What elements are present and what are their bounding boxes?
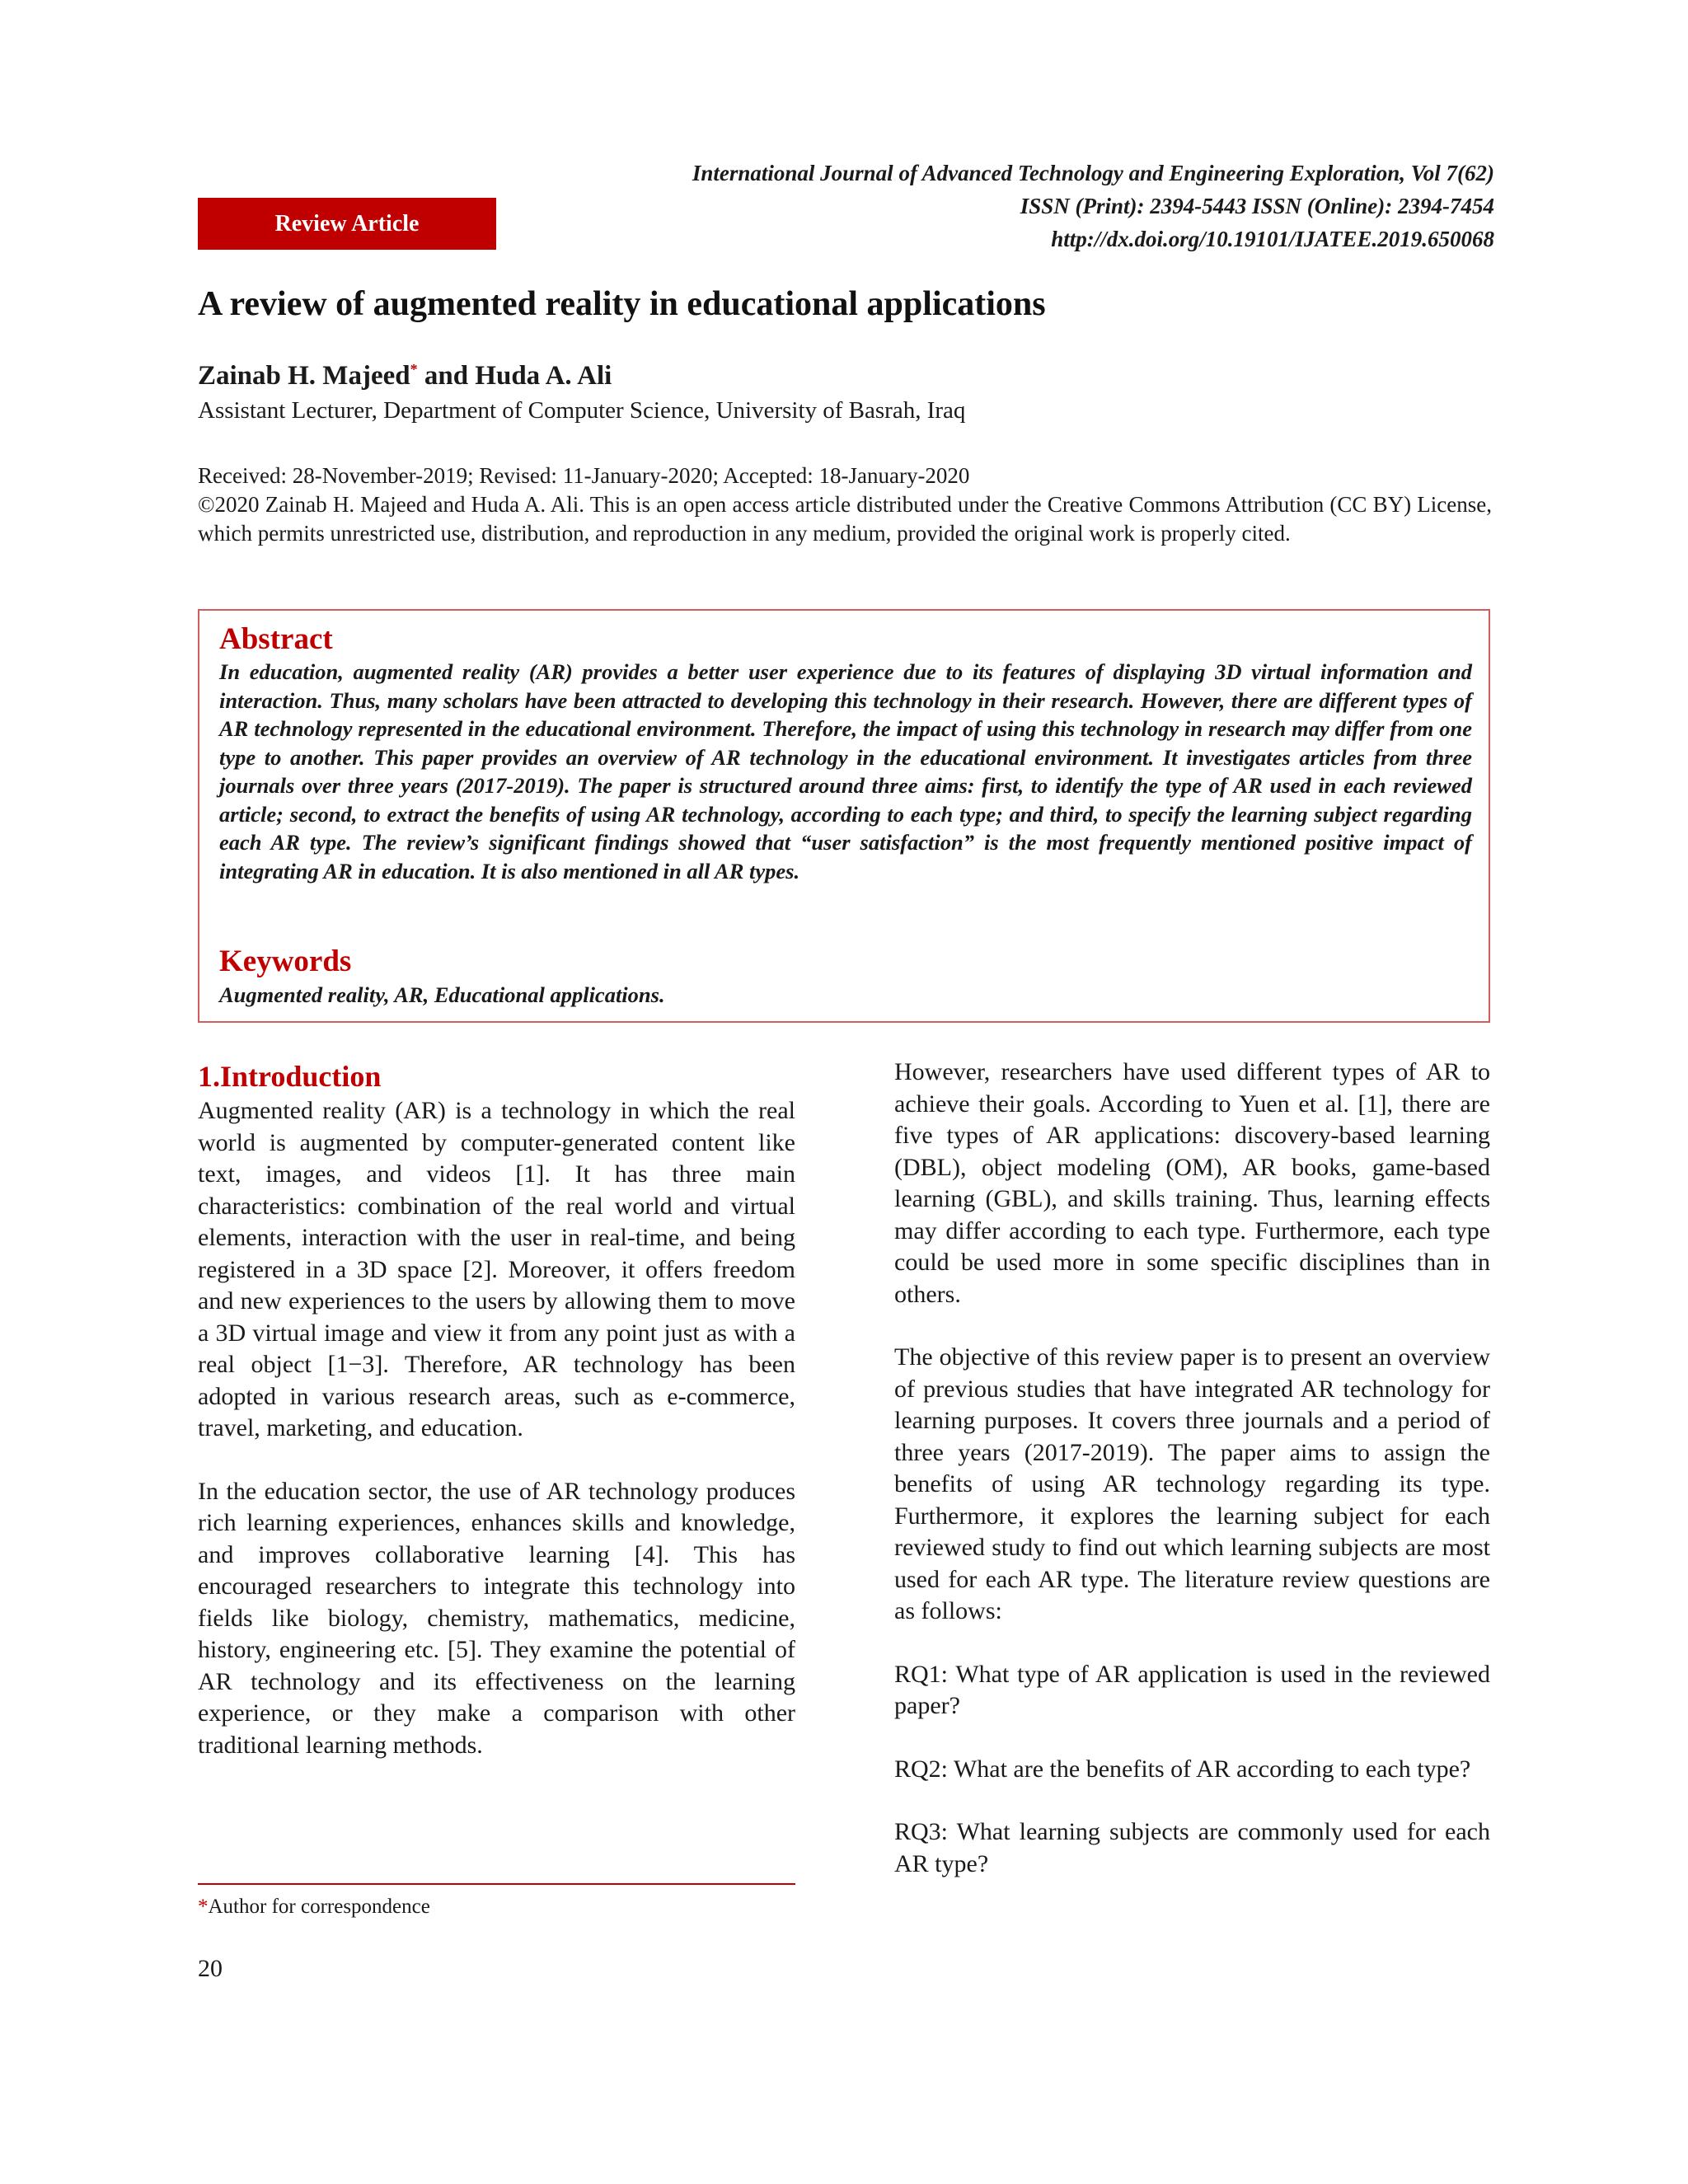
research-question-1: RQ1: What type of AR application is used in the reviewed paper?	[894, 1660, 1490, 1719]
footnote-marker: *	[198, 1896, 209, 1918]
intro-paragraph-1: Augmented reality (AR) is a technology in which the real world is augmented by computer-generated content like text, images, and videos [1]. It has three main characteristics: combination of the real world and virtual elements, interaction with the user in real-time, and being registered in a 3D space [2]. Moreover, it offers freedom and new experiences to the users by allowing them to move a 3D virtual image and view it from any point just as with a real object [1−3]. Therefore, AR technology has been adopted in various research areas, such as e-commerce, travel, marketing, and education.	[198, 1097, 795, 1441]
author-rest: and Huda A. Ali	[417, 361, 612, 391]
footnote	[198, 1896, 430, 1919]
abstract-heading: Abstract	[219, 622, 333, 656]
license: ©2020 Zainab H. Majeed and Huda A. Ali. This is an open access article distributed under the Creative Commons Attribution (CC BY) License, which permits unrestricted use, distribution, and reproduction in any medium, provided the original work is properly cited.	[198, 492, 1492, 546]
research-question-2: RQ2: What are the benefits of AR according to each type?	[894, 1755, 1471, 1783]
author-first: Zainab H. Majeed	[198, 361, 410, 391]
affiliation: Assistant Lecturer, Department of Computer Science, University of Basrah, Iraq	[198, 397, 966, 424]
abstract-text: In education, augmented reality (AR) provides a better user experience due to its features of displaying 3D virtual information and interaction. Thus, many scholars have been attracted to developing this technology in their research. However, there are different types of AR technology represented in the educational environment. Therefore, the impact of using this technology in research may differ from one type to another. This paper provides an overview of AR technology in the educational environment. It investigates articles from three journals over three years (2017-2019). The paper is structured around three aims: first, to identify the type of AR used in each reviewed article; second, to extract the benefits of using AR technology, according to each type; and third, to specify the learning subject regarding each AR type. The review’s significant findings showed that “user satisfaction” is the most frequently mentioned positive impact of integrating AR in education. It is also mentioned in all AR types.	[219, 659, 1472, 883]
keywords-text: Augmented reality, AR, Educational applications.	[219, 982, 665, 1007]
intro-paragraph-3: However, researchers have used different types of AR to achieve their goals. According to Yuen et al. [1], there are five types of AR applications: discovery-based learning (DBL), object modeling (OM), AR books, game-based learning (GBL), and skills training. Thus, learning effects may differ according to each type. Furthermore, each type could be used more in some specific disciplines than in others.	[894, 1058, 1490, 1308]
footnote-divider	[198, 1883, 795, 1885]
dates: Received: 28-November-2019; Revised: 11-January-2020; Accepted: 18-January-2020	[198, 463, 970, 488]
correspondence-marker: *	[410, 361, 418, 377]
article-type-badge: Review Article	[198, 198, 496, 250]
journal-issn: ISSN (Print): 2394-5443 ISSN (Online): 2394-7454	[1020, 194, 1494, 218]
journal-doi[interactable]: http://dx.doi.org/10.19101/IJATEE.2019.650068	[1051, 227, 1494, 251]
intro-paragraph-2: In the education sector, the use of AR technology produces rich learning experiences, enhances skills and knowledge, and improves collaborative learning [4]. This has encouraged researchers to integrate this technology into fields like biology, chemistry, mathematics, medicine, history, engineering etc. [5]. They examine the potential of AR technology and its effectiveness on the learning experience, or they make a comparison with other traditional learning methods.	[198, 1477, 795, 1759]
journal-info	[692, 157, 1494, 255]
research-question-3: RQ3: What learning subjects are commonly used for each AR type?	[894, 1818, 1490, 1877]
left-column	[198, 1057, 795, 1793]
publication-info	[198, 462, 1492, 548]
introduction-heading: 1.Introduction	[198, 1060, 382, 1093]
page-number: 20	[198, 1955, 223, 1982]
authors	[198, 361, 612, 391]
paper-title: A review of augmented reality in educational applications	[198, 285, 1046, 323]
footnote-text: Author for correspondence	[208, 1896, 430, 1918]
journal-name: International Journal of Advanced Technology and Engineering Exploration, Vol 7(62)	[692, 161, 1494, 185]
keywords-heading: Keywords	[219, 944, 352, 978]
intro-paragraph-4: The objective of this review paper is to present an overview of previous studies that have integrated AR technology for learning purposes. It covers three journals and a period of three years (2017-2019). The paper aims to assign the benefits of using AR technology regarding its type. Furthermore, it explores the learning subject for each reviewed study to find out which learning subjects are most used for each AR type. The literature review questions are as follows:	[894, 1343, 1490, 1624]
right-column	[894, 1057, 1490, 1911]
